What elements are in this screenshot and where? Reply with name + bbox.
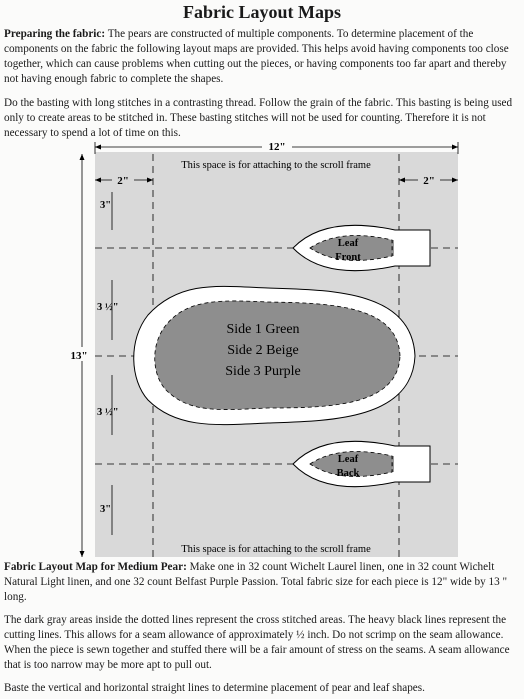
page-title: Fabric Layout Maps bbox=[182, 2, 341, 22]
width-arrow-right bbox=[452, 145, 458, 150]
final-text: Baste the vertical and horizontal straight lines to determine placement of pear and leaf shapes. bbox=[4, 682, 425, 694]
row1-label: 3" bbox=[100, 200, 112, 211]
basting-text: Do the basting with long stitches in a contrasting thread. Follow the grain of the fabric. This basting is being used only to create areas to be stitched in. These basting stitches will not be used for counting. Therefore it is not necessary to spend a lot of time on this. bbox=[4, 97, 513, 139]
basting-paragraph bbox=[4, 96, 518, 141]
intro-text: The pears are constructed of multiple components. To determine placement of the components on the fabric the following layout maps are provided. This helps avoid having components too close together, which can cause problems when cutting out the pieces, or having components too far apart and thereby not having enough fabric to complete the shapes. bbox=[4, 28, 509, 85]
width-label: 12" bbox=[268, 141, 286, 153]
caption-paragraph bbox=[4, 560, 518, 605]
row4-label: 3" bbox=[100, 504, 112, 515]
row2-label: 3 ½" bbox=[97, 302, 119, 313]
leaf-back-label-2: Back bbox=[336, 468, 360, 479]
row3-label: 3 ½" bbox=[97, 407, 119, 418]
leaf-front-label-2: Front bbox=[335, 252, 361, 263]
caption-text: Make one in 32 count Wichelt Laurel linen, one in 32 count Wichelt Natural Light linen, and one 32 count Belfast Purple Passion. Total fabric size for each piece is 12" wide by 13 " long. bbox=[4, 561, 508, 603]
width-arrow-left bbox=[95, 145, 101, 150]
final-paragraph bbox=[4, 681, 518, 696]
caption-heading: Fabric Layout Map for Medium Pear: bbox=[4, 561, 187, 573]
right-margin-label: 2" bbox=[423, 175, 435, 187]
leaf-front-label-1: Leaf bbox=[337, 238, 359, 249]
intro-heading: Preparing the fabric: bbox=[4, 28, 106, 40]
height-arrow-bottom bbox=[80, 551, 85, 557]
legend-text: The dark gray areas inside the dotted lines represent the cross stitched areas. The heavy black lines represent the cutting lines. This allows for a seam allowance of approximately ½ inch. Do not scrimp on the seam allowance. When the piece is sewn together and stuffed there will be a fair amount of stress on the seams. A seam allowance that is too narrow may be more apt to pull out. bbox=[4, 614, 510, 671]
fabric-layout-diagram bbox=[0, 140, 524, 560]
left-margin-label: 2" bbox=[117, 175, 129, 187]
top-scroll-note: This space is for attaching to the scroll frame bbox=[181, 160, 371, 171]
pear-body-label-3: Side 3 Purple bbox=[225, 364, 301, 379]
bottom-scroll-note: This space is for attaching to the scroll frame bbox=[181, 544, 371, 555]
intro-paragraph bbox=[4, 27, 518, 87]
legend-paragraph bbox=[4, 613, 518, 673]
height-label: 13" bbox=[70, 350, 88, 362]
pear-body-label-1: Side 1 Green bbox=[226, 322, 300, 337]
leaf-back-label-1: Leaf bbox=[337, 454, 359, 465]
height-arrow-top bbox=[80, 154, 85, 160]
pear-body-label-2: Side 2 Beige bbox=[227, 343, 299, 358]
